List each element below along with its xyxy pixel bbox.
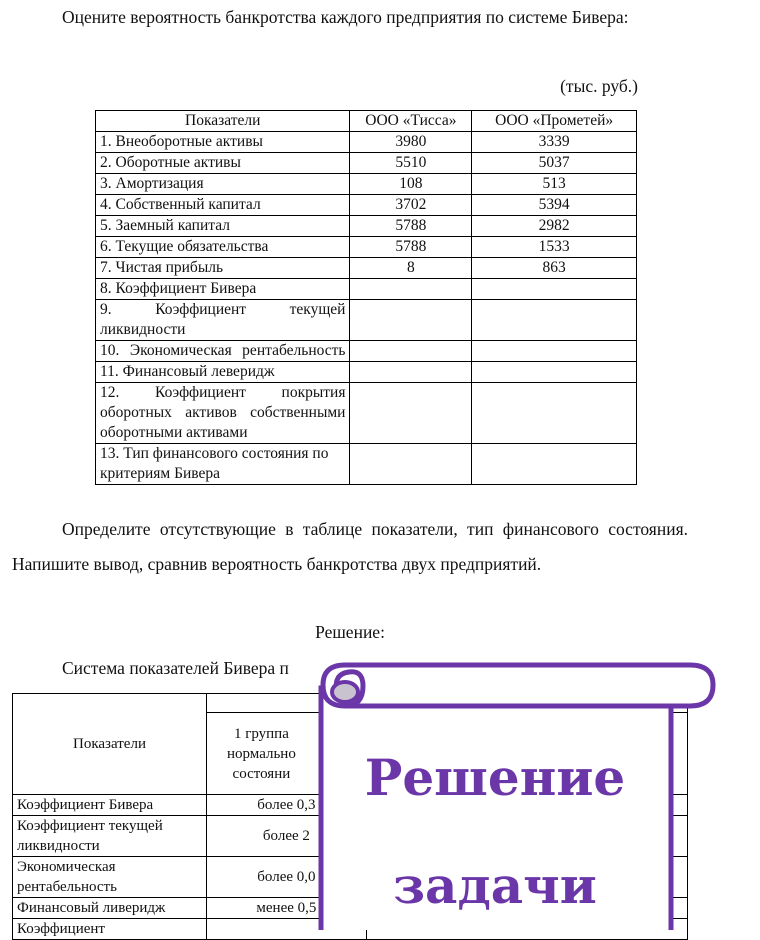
table-row (96, 174, 637, 195)
tissa-value (350, 279, 472, 300)
prometey-value: 5037 (472, 153, 637, 174)
units-label: (тыс. руб.) (560, 76, 638, 96)
prometey-value (472, 444, 637, 485)
group1-value: более 0,3 (207, 795, 367, 816)
tissa-value (350, 383, 472, 444)
table-row (96, 237, 637, 258)
group1-value: более 2 (207, 816, 367, 857)
row-label: 6. Текущие обязательства (96, 237, 350, 258)
row-label: Коэффициент Бивера (13, 795, 207, 816)
table-row (96, 153, 637, 174)
banner-title-line2: задачи (393, 856, 597, 915)
table-header-row (96, 111, 637, 132)
header-cell: ООО «Тисса» (350, 111, 472, 132)
table-row (96, 258, 637, 279)
task-question: Определите отсутствующие в таблице показатели, тип финансового состояния. Напишите вывод, сравнив вероятность банкротства двух предприятий. (12, 519, 688, 574)
group1-value: более 0,0 (207, 857, 367, 898)
row-label: 9. Коэффициент текущей ликвидности (96, 300, 350, 341)
row-label: 3. Амортизация (96, 174, 350, 195)
prometey-value: 513 (472, 174, 637, 195)
row-label: 10. Экономическая рентабельность (96, 341, 350, 362)
prometey-value (472, 279, 637, 300)
banner-title-line1: Решение (364, 748, 626, 807)
tissa-value: 5788 (350, 216, 472, 237)
row-label: Финансовый ливеридж (13, 898, 207, 919)
tissa-value (350, 300, 472, 341)
prometey-value (472, 383, 637, 444)
row-label: 1. Внеоборотные активы (96, 132, 350, 153)
row-label: 2. Оборотные активы (96, 153, 350, 174)
tissa-value: 3702 (350, 195, 472, 216)
table-row (96, 444, 637, 485)
tissa-value (350, 341, 472, 362)
solution-title: Решение: (315, 622, 385, 642)
header-cell: Показатели (96, 111, 350, 132)
task-table (95, 110, 637, 485)
row-label: 12. Коэффициент покрытия оборотных активов собственными оборотными активами (96, 383, 350, 444)
row-label: 5. Заемный капитал (96, 216, 350, 237)
group1-value: менее 0,5 (207, 898, 367, 919)
prometey-value: 863 (472, 258, 637, 279)
row-label: Коэффициент текущей ликвидности (13, 816, 207, 857)
table-row (96, 216, 637, 237)
header-cell: ООО «Прометей» (472, 111, 637, 132)
tissa-value (350, 362, 472, 383)
prometey-value: 3339 (472, 132, 637, 153)
task-intro: Оцените вероятность банкротства каждого предприятия по системе Бивера: (62, 7, 629, 27)
table-row (96, 362, 637, 383)
tissa-value (350, 444, 472, 485)
tissa-value: 5510 (350, 153, 472, 174)
prometey-value: 1533 (472, 237, 637, 258)
tissa-value: 108 (350, 174, 472, 195)
tissa-value: 3980 (350, 132, 472, 153)
prometey-value: 2982 (472, 216, 637, 237)
prometey-value (472, 341, 637, 362)
prometey-value: 5394 (472, 195, 637, 216)
table-row (96, 341, 637, 362)
row-label: 7. Чистая прибыль (96, 258, 350, 279)
row-label: 11. Финансовый леверидж (96, 362, 350, 383)
row-label: 13. Тип финансового состояния по критериям Бивера (96, 444, 350, 485)
row-label: Коэффициент (13, 919, 207, 940)
beaver-intro: Система показателей Бивера п (62, 658, 289, 678)
row-label: 4. Собственный капитал (96, 195, 350, 216)
table-row (96, 383, 637, 444)
row-label: 8. Коэффициент Бивера (96, 279, 350, 300)
tissa-value: 5788 (350, 237, 472, 258)
table-row (96, 300, 637, 341)
header-cell: Показатели (13, 694, 207, 795)
tissa-value: 8 (350, 258, 472, 279)
group1-header: 1 группа нормальнo состояни (207, 713, 367, 795)
table-row (96, 279, 637, 300)
prometey-value (472, 362, 637, 383)
table-row (96, 195, 637, 216)
table-row (96, 132, 637, 153)
prometey-value (472, 300, 637, 341)
solution-banner[interactable] (315, 660, 720, 930)
row-label: Экономическая рентабельность (13, 857, 207, 898)
